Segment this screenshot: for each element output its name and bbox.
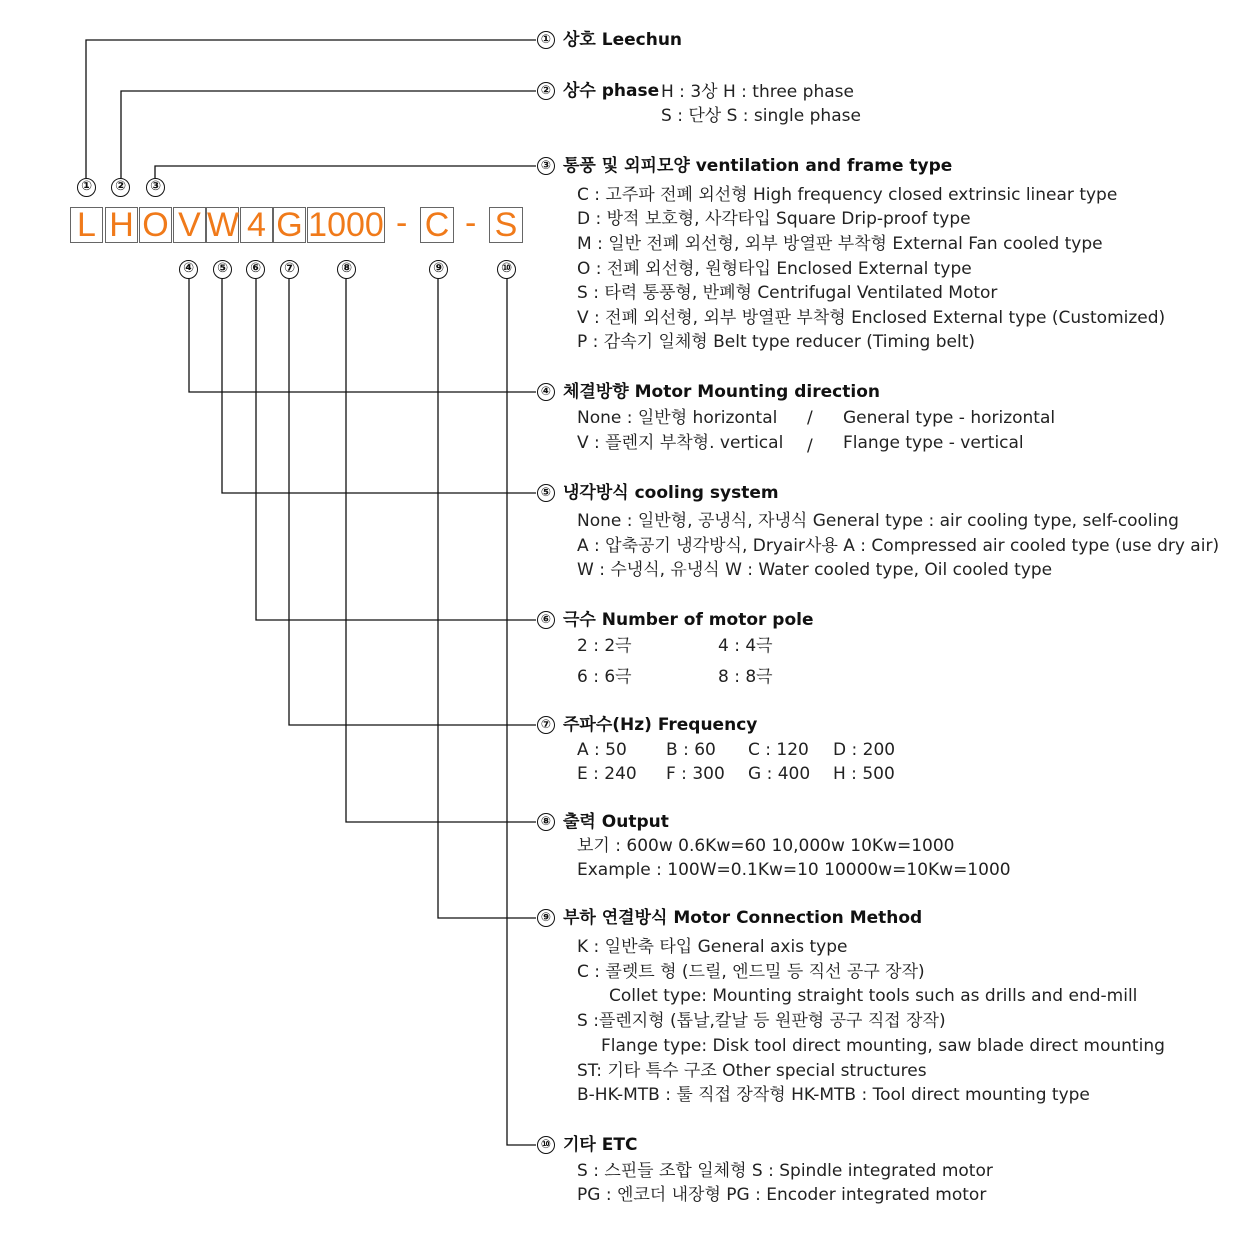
section-2-title: 상수 phase (563, 81, 660, 101)
connector-2 (121, 91, 536, 178)
section-5-line: None : 일반형, 공냉식, 자냉식 General type : air cooling type, self-cooling (577, 511, 1179, 531)
section-6-cell: 4 : 4극 (718, 636, 773, 656)
section-10-line: S : 스핀들 조합 일체형 S : Spindle integrated motor (577, 1161, 993, 1181)
code-box-4: 4 (240, 207, 273, 243)
code-circle-2: ② (111, 178, 130, 197)
connector-5 (222, 279, 536, 493)
section-8-number: ⑧ (537, 813, 555, 831)
section-4-left: V : 플렌지 부착형. vertical (577, 433, 784, 453)
section-10-title: 기타 ETC (563, 1135, 638, 1155)
code-dash-2: - (465, 204, 477, 242)
section-3-title: 통풍 및 외피모양 ventilation and frame type (563, 156, 953, 176)
section-4-sep: / (807, 436, 813, 456)
section-6-number: ⑥ (537, 611, 555, 629)
section-7-title: 주파수(Hz) Frequency (563, 715, 758, 735)
connector-1 (86, 40, 536, 178)
code-box-h: H (105, 207, 138, 243)
section-1-number: ① (537, 31, 555, 49)
connector-10 (507, 279, 536, 1145)
section-9-line: K : 일반축 타입 General axis type (577, 937, 848, 957)
section-3-line: V : 전폐 외선형, 외부 방열판 부착형 Enclosed External type (Customized) (577, 308, 1166, 328)
section-7-cell: F : 300 (666, 764, 725, 784)
connector-3 (155, 166, 536, 178)
section-2-line: H : 3상 H : three phase (661, 82, 854, 102)
section-5-line: A : 압축공기 냉각방식, Dryair사용 A : Compressed air cooled type (use dry air) (577, 536, 1220, 556)
section-6-cell: 8 : 8극 (718, 667, 773, 687)
code-box-s: S (489, 207, 523, 243)
section-5-title: 냉각방식 cooling system (563, 483, 779, 503)
section-3-line: O : 전폐 외선형, 원형타입 Enclosed External type (577, 259, 972, 279)
section-6-title: 극수 Number of motor pole (563, 610, 814, 630)
code-circle-10: ⑩ (497, 260, 516, 279)
connector-4 (189, 279, 536, 392)
section-3-line: S : 타력 통풍형, 반폐형 Centrifugal Ventilated Motor (577, 283, 998, 303)
section-7-cell: H : 500 (833, 764, 895, 784)
section-7-cell: D : 200 (833, 740, 896, 760)
section-7-cell: G : 400 (748, 764, 811, 784)
connector-7 (289, 279, 536, 725)
section-9-line: B-HK-MTB : 툴 직접 장작형 HK-MTB : Tool direct mounting type (577, 1085, 1090, 1105)
code-circle-1: ① (77, 178, 96, 197)
section-3-line: P : 감속기 일체형 Belt type reducer (Timing belt) (577, 332, 975, 352)
code-circle-7: ⑦ (280, 260, 299, 279)
code-box-o: O (139, 207, 172, 243)
section-3-line: C : 고주파 전폐 외선형 High frequency closed extrinsic linear type (577, 185, 1118, 205)
connector-6 (256, 279, 536, 620)
section-7-cell: A : 50 (577, 740, 627, 760)
code-circle-6: ⑥ (246, 260, 265, 279)
section-6-cell: 6 : 6극 (577, 667, 632, 687)
section-4-title: 체결방향 Motor Mounting direction (563, 382, 880, 402)
section-4-number: ④ (537, 383, 555, 401)
section-6-cell: 2 : 2극 (577, 636, 632, 656)
code-box-l: L (70, 207, 103, 243)
section-5-number: ⑤ (537, 484, 555, 502)
section-9-line: C : 콜렛트 형 (드릴, 엔드밀 등 직선 공구 장작) (577, 962, 925, 982)
section-9-line: Flange type: Disk tool direct mounting, saw blade direct mounting (601, 1036, 1165, 1056)
code-circle-8: ⑧ (337, 260, 356, 279)
section-4-right: General type - horizontal (843, 408, 1056, 428)
code-dash-1: - (396, 204, 408, 242)
code-box-v: V (173, 207, 206, 243)
section-9-line: Collet type: Mounting straight tools such as drills and end-mill (609, 986, 1138, 1006)
section-9-title: 부하 연결방식 Motor Connection Method (563, 908, 923, 928)
section-9-line: S :플렌지형 (톱날,칼날 등 원판형 공구 직접 장작) (577, 1011, 946, 1031)
section-3-line: M : 일반 전폐 외선형, 외부 방열판 부착형 External Fan cooled type (577, 234, 1103, 254)
section-4-left: None : 일반형 horizontal (577, 408, 778, 428)
code-box-w: W (207, 206, 240, 244)
section-5-line: W : 수냉식, 유냉식 W : Water cooled type, Oil cooled type (577, 560, 1053, 580)
section-7-cell: E : 240 (577, 764, 637, 784)
code-circle-5: ⑤ (213, 260, 232, 279)
section-7-number: ⑦ (537, 716, 555, 734)
section-8-line: 보기 : 600w 0.6Kw=60 10,000w 10Kw=1000 (577, 836, 955, 856)
code-box-1000: 1000 (308, 206, 384, 244)
section-4-right: Flange type - vertical (843, 433, 1024, 453)
section-4-sep: / (807, 408, 813, 428)
section-3-number: ③ (537, 157, 555, 175)
section-3-line: D : 방적 보호형, 사각타입 Square Drip-proof type (577, 209, 971, 229)
section-9-line: ST: 기타 특수 구조 Other special structures (577, 1061, 927, 1081)
section-7-cell: C : 120 (748, 740, 809, 760)
section-8-line: Example : 100W=0.1Kw=10 10000w=10Kw=1000 (577, 860, 1011, 880)
code-circle-4: ④ (179, 260, 198, 279)
section-8-title: 출력 Output (563, 812, 669, 832)
code-box-g: G (273, 207, 306, 243)
code-box-c: C (420, 207, 454, 243)
section-10-number: ⑩ (537, 1136, 555, 1154)
section-2-line: S : 단상 S : single phase (661, 106, 861, 126)
section-9-number: ⑨ (537, 909, 555, 927)
section-2-number: ② (537, 82, 555, 100)
code-circle-3: ③ (146, 178, 165, 197)
section-10-line: PG : 엔코더 내장형 PG : Encoder integrated motor (577, 1185, 987, 1205)
section-1-title: 상호 Leechun (563, 30, 683, 50)
section-7-cell: B : 60 (666, 740, 716, 760)
code-circle-9: ⑨ (429, 260, 448, 279)
